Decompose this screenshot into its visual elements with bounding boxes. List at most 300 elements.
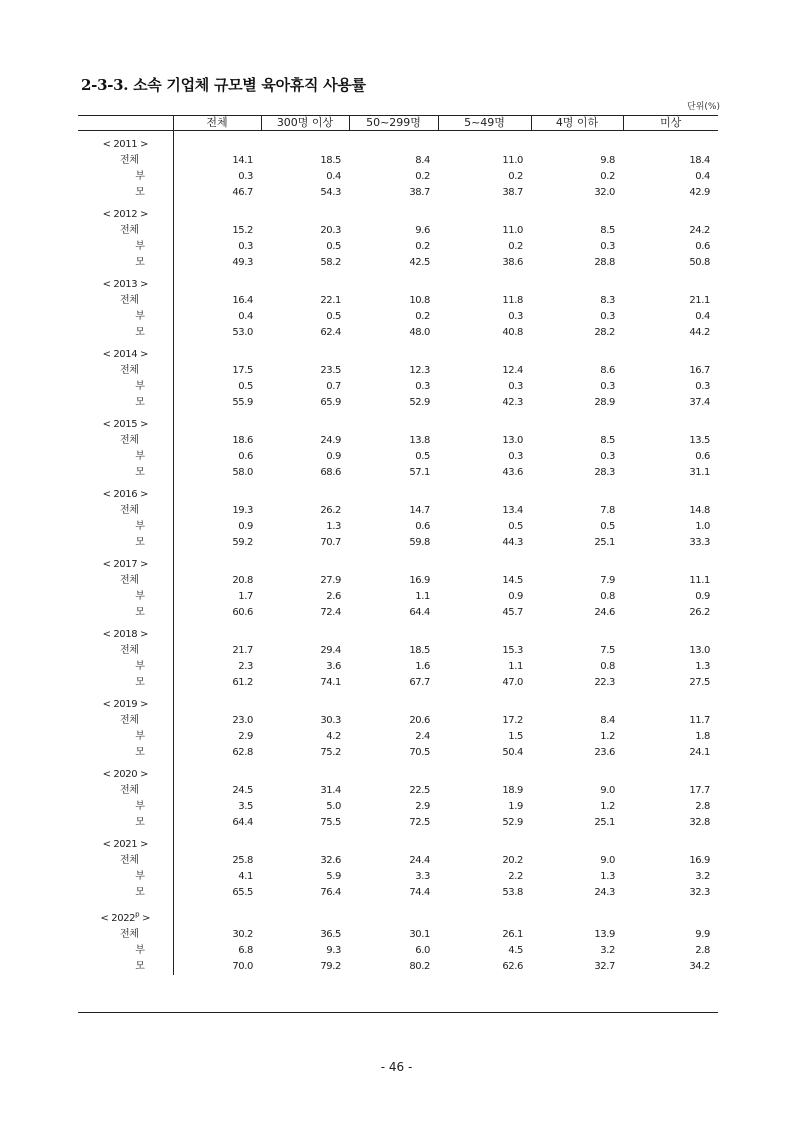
value-cell: 8.3 [600,295,615,306]
value-cell: 14.1 [232,155,253,166]
value-cell: 13.0 [502,435,523,446]
empty-cell [173,487,261,503]
value-cell: 0.5 [415,451,430,462]
empty-cell [349,207,438,223]
value-cell: 0.6 [238,451,253,462]
value-cell: 25.1 [594,537,615,548]
value-cell: 1.6 [415,661,430,672]
value-cell: 42.5 [409,257,430,268]
row-label: 부 [78,659,173,675]
value-cell: 0.3 [600,241,615,252]
value-cell: 17.2 [502,715,523,726]
value-cell: 32.3 [689,887,710,898]
value-cell: 12.4 [502,365,523,376]
value-cell: 9.6 [415,225,430,236]
value-cell: 8.4 [415,155,430,166]
row-label: 전체 [78,503,173,519]
value-cell: 14.5 [502,575,523,586]
empty-cell [531,137,623,153]
row-label: 전체 [78,223,173,239]
value-cell: 0.3 [695,381,710,392]
spacer-cell [261,901,349,911]
year-label: < 2017 > [78,557,173,573]
value-cell: 3.2 [600,945,615,956]
value-cell: 11.8 [502,295,523,306]
value-cell: 62.6 [502,961,523,972]
year-row [78,347,718,363]
empty-cell [438,487,531,503]
empty-cell [531,207,623,223]
value-cell: 21.7 [232,645,253,656]
value-cell: 20.6 [409,715,430,726]
empty-cell [349,277,438,293]
value-cell: 0.2 [600,171,615,182]
row-label: 전체 [78,713,173,729]
value-cell: 23.5 [320,365,341,376]
value-cell: 68.6 [320,467,341,478]
row-label: 부 [78,169,173,185]
year-label: < 2021 > [78,837,173,853]
value-cell: 61.2 [232,677,253,688]
value-cell: 58.2 [320,257,341,268]
empty-cell [173,347,261,363]
value-cell: 17.7 [689,785,710,796]
empty-cell [261,347,349,363]
empty-cell [438,911,531,927]
year-suffix: > [139,913,150,924]
value-cell: 11.7 [689,715,710,726]
empty-cell [623,137,718,153]
value-cell: 1.1 [415,591,430,602]
value-cell: 22.1 [320,295,341,306]
value-cell: 1.2 [600,731,615,742]
value-cell: 18.5 [320,155,341,166]
year-prefix: < 2022 [100,913,136,924]
value-cell: 0.4 [326,171,341,182]
value-cell: 7.5 [600,645,615,656]
value-cell: 13.9 [594,929,615,940]
empty-cell [261,767,349,783]
table-row [78,713,718,729]
table-row [78,255,718,271]
empty-cell [438,837,531,853]
value-cell: 4.1 [238,871,253,882]
value-cell: 3.2 [695,871,710,882]
table-row [78,943,718,959]
table-row [78,535,718,551]
row-label: 전체 [78,783,173,799]
value-cell: 13.8 [409,435,430,446]
value-cell: 0.9 [238,521,253,532]
table-header-row [78,116,718,131]
value-cell: 64.4 [232,817,253,828]
empty-cell [349,767,438,783]
value-cell: 1.0 [695,521,710,532]
value-cell: 13.5 [689,435,710,446]
value-cell: 23.6 [594,747,615,758]
year-row [78,627,718,643]
value-cell: 24.4 [409,855,430,866]
header-stub [78,116,173,131]
value-cell: 59.8 [409,537,430,548]
value-cell: 31.4 [320,785,341,796]
table-row [78,309,718,325]
value-cell: 0.8 [600,661,615,672]
table-row [78,815,718,831]
parental-leave-table [78,115,718,975]
row-label: 전체 [78,293,173,309]
value-cell: 18.9 [502,785,523,796]
value-cell: 79.2 [320,961,341,972]
value-cell: 28.8 [594,257,615,268]
value-cell: 59.2 [232,537,253,548]
spacer-cell [623,901,718,911]
empty-cell [173,627,261,643]
value-cell: 13.0 [689,645,710,656]
empty-cell [438,697,531,713]
value-cell: 15.2 [232,225,253,236]
empty-cell [531,277,623,293]
value-cell: 32.6 [320,855,341,866]
value-cell: 26.2 [689,607,710,618]
spacer-cell [438,901,531,911]
value-cell: 0.5 [238,381,253,392]
value-cell: 5.9 [326,871,341,882]
value-cell: 58.0 [232,467,253,478]
value-cell: 0.5 [508,521,523,532]
row-label: 부 [78,239,173,255]
value-cell: 8.5 [600,435,615,446]
table-row [78,927,718,943]
value-cell: 36.5 [320,929,341,940]
empty-cell [623,627,718,643]
year-label: < 2020 > [78,767,173,783]
value-cell: 24.2 [689,225,710,236]
year-row [78,277,718,293]
value-cell: 0.3 [600,451,615,462]
empty-cell [623,487,718,503]
year-row [78,697,718,713]
empty-cell [261,277,349,293]
value-cell: 18.4 [689,155,710,166]
empty-cell [623,767,718,783]
empty-cell [623,697,718,713]
empty-cell [173,557,261,573]
year-row [78,417,718,433]
value-cell: 40.8 [502,327,523,338]
value-cell: 48.0 [409,327,430,338]
row-label: 모 [78,255,173,271]
value-cell: 1.2 [600,801,615,812]
value-cell: 52.9 [502,817,523,828]
year-label: < 2018 > [78,627,173,643]
value-cell: 50.8 [689,257,710,268]
value-cell: 31.1 [689,467,710,478]
empty-cell [623,837,718,853]
row-label: 전체 [78,927,173,943]
value-cell: 1.3 [600,871,615,882]
value-cell: 0.9 [695,591,710,602]
year-row [78,837,718,853]
header-total: 전체 [173,116,261,131]
value-cell: 22.3 [594,677,615,688]
table-row [78,573,718,589]
empty-cell [349,557,438,573]
table-row [78,853,718,869]
value-cell: 0.3 [600,311,615,322]
data-table-wrapper [78,115,718,975]
row-label: 부 [78,729,173,745]
value-cell: 17.5 [232,365,253,376]
page-title: 2-3-3. 소속 기업체 규모별 육아휴직 사용률 [81,76,366,94]
value-cell: 9.3 [326,945,341,956]
value-cell: 9.8 [600,155,615,166]
empty-cell [173,207,261,223]
value-cell: 0.2 [508,241,523,252]
value-cell: 38.6 [502,257,523,268]
row-label: 모 [78,815,173,831]
value-cell: 72.4 [320,607,341,618]
value-cell: 38.7 [502,187,523,198]
value-cell: 18.5 [409,645,430,656]
value-cell: 9.0 [600,785,615,796]
table-row [78,675,718,691]
year-label: < 2016 > [78,487,173,503]
empty-cell [438,347,531,363]
value-cell: 30.3 [320,715,341,726]
year-row [78,911,718,927]
value-cell: 16.4 [232,295,253,306]
value-cell: 0.3 [600,381,615,392]
row-label: 부 [78,309,173,325]
value-cell: 0.2 [415,171,430,182]
value-cell: 62.4 [320,327,341,338]
value-cell: 37.4 [689,397,710,408]
value-cell: 74.4 [409,887,430,898]
row-label: 전체 [78,363,173,379]
empty-cell [349,911,438,927]
value-cell: 53.8 [502,887,523,898]
row-label: 전체 [78,153,173,169]
table-row [78,869,718,885]
table-body [78,131,718,976]
value-cell: 0.3 [508,311,523,322]
value-cell: 11.1 [689,575,710,586]
value-cell: 55.9 [232,397,253,408]
value-cell: 0.8 [600,591,615,602]
year-label: < 2014 > [78,347,173,363]
empty-cell [349,417,438,433]
year-label [78,911,173,927]
empty-cell [623,417,718,433]
value-cell: 27.9 [320,575,341,586]
empty-cell [623,207,718,223]
empty-cell [531,837,623,853]
row-label: 모 [78,465,173,481]
value-cell: 11.0 [502,225,523,236]
value-cell: 0.9 [508,591,523,602]
value-cell: 15.3 [502,645,523,656]
empty-cell [261,697,349,713]
empty-cell [438,557,531,573]
value-cell: 25.8 [232,855,253,866]
spacer-cell [349,901,438,911]
spacer-cell [78,901,173,911]
value-cell: 43.6 [502,467,523,478]
empty-cell [623,911,718,927]
empty-cell [173,277,261,293]
value-cell: 1.3 [695,661,710,672]
value-cell: 1.3 [326,521,341,532]
value-cell: 1.1 [508,661,523,672]
empty-cell [531,347,623,363]
empty-cell [438,417,531,433]
value-cell: 0.6 [695,451,710,462]
value-cell: 30.2 [232,929,253,940]
table-row [78,185,718,201]
row-label: 부 [78,869,173,885]
row-label: 모 [78,325,173,341]
empty-cell [623,557,718,573]
empty-cell [438,767,531,783]
year-label: < 2015 > [78,417,173,433]
value-cell: 24.6 [594,607,615,618]
table-row [78,153,718,169]
value-cell: 70.7 [320,537,341,548]
value-cell: 3.3 [415,871,430,882]
value-cell: 65.9 [320,397,341,408]
value-cell: 32.7 [594,961,615,972]
value-cell: 62.8 [232,747,253,758]
value-cell: 23.0 [232,715,253,726]
value-cell: 29.4 [320,645,341,656]
value-cell: 0.5 [326,311,341,322]
value-cell: 0.4 [695,311,710,322]
value-cell: 10.8 [409,295,430,306]
value-cell: 0.4 [238,311,253,322]
empty-cell [261,557,349,573]
year-label: < 2013 > [78,277,173,293]
table-row [78,605,718,621]
unit-label: 단위(%) [687,102,720,112]
value-cell: 24.1 [689,747,710,758]
empty-cell [531,417,623,433]
table-row [78,465,718,481]
empty-cell [173,911,261,927]
value-cell: 0.5 [600,521,615,532]
value-cell: 0.2 [415,311,430,322]
value-cell: 0.2 [415,241,430,252]
value-cell: 20.3 [320,225,341,236]
value-cell: 38.7 [409,187,430,198]
value-cell: 20.8 [232,575,253,586]
row-label: 모 [78,745,173,761]
empty-cell [531,627,623,643]
year-row [78,207,718,223]
header-5-49: 5~49명 [438,116,531,131]
value-cell: 33.3 [689,537,710,548]
value-cell: 70.0 [232,961,253,972]
value-cell: 12.3 [409,365,430,376]
value-cell: 28.9 [594,397,615,408]
preliminary-mark: p [135,910,140,919]
value-cell: 70.5 [409,747,430,758]
empty-cell [173,417,261,433]
value-cell: 7.9 [600,575,615,586]
value-cell: 2.4 [415,731,430,742]
table-bottom-rule [78,1012,718,1013]
table-row [78,643,718,659]
value-cell: 9.0 [600,855,615,866]
table-row [78,363,718,379]
empty-cell [349,627,438,643]
value-cell: 32.0 [594,187,615,198]
value-cell: 0.3 [238,241,253,252]
value-cell: 0.5 [326,241,341,252]
table-row [78,729,718,745]
value-cell: 74.1 [320,677,341,688]
row-label: 모 [78,885,173,901]
value-cell: 1.5 [508,731,523,742]
value-cell: 50.4 [502,747,523,758]
value-cell: 1.9 [508,801,523,812]
spacer-cell [173,901,261,911]
value-cell: 21.1 [689,295,710,306]
empty-cell [438,137,531,153]
empty-cell [173,837,261,853]
value-cell: 75.5 [320,817,341,828]
empty-cell [261,627,349,643]
value-cell: 3.5 [238,801,253,812]
value-cell: 19.3 [232,505,253,516]
value-cell: 57.1 [409,467,430,478]
table-row [78,379,718,395]
empty-cell [173,137,261,153]
empty-cell [349,137,438,153]
value-cell: 0.3 [238,171,253,182]
row-label: 모 [78,605,173,621]
value-cell: 3.6 [326,661,341,672]
value-cell: 16.9 [689,855,710,866]
row-label: 부 [78,379,173,395]
header-4-or-less: 4명 이하 [531,116,623,131]
value-cell: 67.7 [409,677,430,688]
value-cell: 44.2 [689,327,710,338]
empty-cell [349,347,438,363]
table-row [78,885,718,901]
value-cell: 2.2 [508,871,523,882]
empty-cell [623,277,718,293]
value-cell: 6.0 [415,945,430,956]
value-cell: 14.8 [689,505,710,516]
table-row [78,745,718,761]
table-row [78,449,718,465]
header-unknown: 미상 [623,116,718,131]
empty-cell [349,487,438,503]
row-label: 모 [78,535,173,551]
value-cell: 0.7 [326,381,341,392]
empty-cell [531,487,623,503]
header-50-299: 50~299명 [349,116,438,131]
value-cell: 0.4 [695,171,710,182]
year-label: < 2012 > [78,207,173,223]
empty-cell [261,417,349,433]
row-label: 전체 [78,433,173,449]
spacer-cell [531,901,623,911]
year-label: < 2011 > [78,137,173,153]
value-cell: 27.5 [689,677,710,688]
empty-cell [173,767,261,783]
